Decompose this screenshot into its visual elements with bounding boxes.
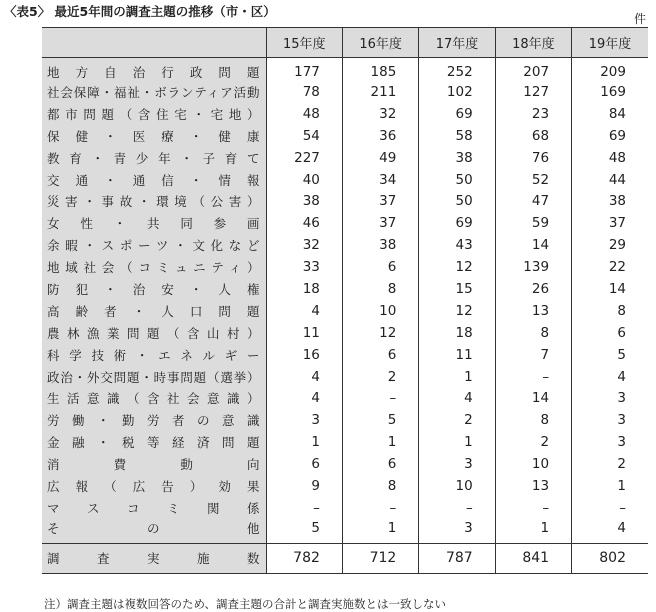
value-cell: 7 xyxy=(495,344,571,366)
value-cell: 2 xyxy=(495,431,571,453)
value-cell: 38 xyxy=(342,234,418,256)
row-label: 女性・共同参画 xyxy=(42,212,266,234)
table-row xyxy=(42,431,648,453)
total-cell: 712 xyxy=(342,543,418,573)
value-cell: 1 xyxy=(572,475,648,497)
value-cell: 37 xyxy=(342,212,418,234)
value-cell: 6 xyxy=(342,344,418,366)
row-label: 交通・通信・情報 xyxy=(42,169,266,191)
table-row xyxy=(42,58,648,82)
value-cell: 38 xyxy=(419,147,495,169)
total-cell: 802 xyxy=(572,543,648,573)
value-cell: 48 xyxy=(572,147,648,169)
value-cell: 3 xyxy=(572,409,648,431)
row-label: その他 xyxy=(42,519,266,544)
value-cell: 139 xyxy=(495,256,571,278)
value-cell: 38 xyxy=(266,190,342,212)
value-cell: 18 xyxy=(266,278,342,300)
total-label: 調査実施数 xyxy=(42,543,266,573)
value-cell: 32 xyxy=(342,103,418,125)
value-cell: 38 xyxy=(572,190,648,212)
value-cell: 43 xyxy=(419,234,495,256)
table-row xyxy=(42,234,648,256)
row-label: 都市問題（含住宅・宅地） xyxy=(42,103,266,125)
value-cell: 8 xyxy=(342,475,418,497)
table-row xyxy=(42,256,648,278)
total-row xyxy=(42,543,648,573)
value-cell: 49 xyxy=(342,147,418,169)
value-cell: 10 xyxy=(495,453,571,475)
table-row xyxy=(42,497,648,519)
value-cell: 29 xyxy=(572,234,648,256)
value-cell: 50 xyxy=(419,169,495,191)
table-row xyxy=(42,190,648,212)
value-cell: 37 xyxy=(572,212,648,234)
table-row xyxy=(42,169,648,191)
value-cell: 18 xyxy=(419,322,495,344)
value-cell: – xyxy=(572,497,648,519)
total-cell: 841 xyxy=(495,543,571,573)
value-cell: 5 xyxy=(342,409,418,431)
value-cell: 2 xyxy=(342,366,418,388)
value-cell: 3 xyxy=(266,409,342,431)
value-cell: 69 xyxy=(572,125,648,147)
row-label: 防犯・治安・人権 xyxy=(42,278,266,300)
value-cell: 8 xyxy=(572,300,648,322)
value-cell: 58 xyxy=(419,125,495,147)
value-cell: 2 xyxy=(572,453,648,475)
value-cell: 48 xyxy=(266,103,342,125)
total-cell: 787 xyxy=(419,543,495,573)
column-header: 18年度 xyxy=(495,28,571,58)
value-cell: 4 xyxy=(266,300,342,322)
column-header: 16年度 xyxy=(342,28,418,58)
value-cell: 40 xyxy=(266,169,342,191)
value-cell: 23 xyxy=(495,103,571,125)
value-cell: 4 xyxy=(572,519,648,544)
value-cell: 5 xyxy=(266,519,342,544)
value-cell: 84 xyxy=(572,103,648,125)
value-cell: 1 xyxy=(495,519,571,544)
value-cell: 1 xyxy=(419,366,495,388)
column-header: 19年度 xyxy=(572,28,648,58)
table-row xyxy=(42,300,648,322)
total-cell: 782 xyxy=(266,543,342,573)
value-cell: 1 xyxy=(266,431,342,453)
row-label: 労働・勤労者の意識 xyxy=(42,409,266,431)
value-cell: 6 xyxy=(342,453,418,475)
row-label: 保健・医療・健康 xyxy=(42,125,266,147)
value-cell: 12 xyxy=(342,322,418,344)
value-cell: 5 xyxy=(572,344,648,366)
row-label: 地域社会（コミュニティ） xyxy=(42,256,266,278)
row-label: 社会保障・福祉・ボランティア活動 xyxy=(42,81,266,103)
row-label: 科学技術・エネルギー xyxy=(42,344,266,366)
value-cell: 13 xyxy=(495,300,571,322)
value-cell: 2 xyxy=(419,409,495,431)
value-cell: 12 xyxy=(419,256,495,278)
value-cell: 3 xyxy=(572,387,648,409)
value-cell: 14 xyxy=(495,234,571,256)
value-cell: 9 xyxy=(266,475,342,497)
value-cell: – xyxy=(342,387,418,409)
value-cell: 3 xyxy=(572,431,648,453)
value-cell: 169 xyxy=(572,81,648,103)
value-cell: 10 xyxy=(342,300,418,322)
value-cell: 8 xyxy=(495,322,571,344)
value-cell: 52 xyxy=(495,169,571,191)
value-cell: 76 xyxy=(495,147,571,169)
row-label: 災害・事故・環境（公害） xyxy=(42,190,266,212)
value-cell: 16 xyxy=(266,344,342,366)
row-label: 農林漁業問題（含山村） xyxy=(42,322,266,344)
value-cell: 177 xyxy=(266,58,342,82)
value-cell: 6 xyxy=(572,322,648,344)
value-cell: 211 xyxy=(342,81,418,103)
value-cell: 185 xyxy=(342,58,418,82)
value-cell: 34 xyxy=(342,169,418,191)
value-cell: 36 xyxy=(342,125,418,147)
table-row xyxy=(42,125,648,147)
table-row xyxy=(42,103,648,125)
value-cell: 4 xyxy=(266,387,342,409)
unit-label: 件 xyxy=(633,12,646,26)
table-row xyxy=(42,278,648,300)
row-label: マスコミ関係 xyxy=(42,497,266,519)
column-header: 15年度 xyxy=(266,28,342,58)
row-label: 金融・税等経済問題 xyxy=(42,431,266,453)
row-label: 教育・青少年・子育て xyxy=(42,147,266,169)
value-cell: 69 xyxy=(419,212,495,234)
value-cell: 8 xyxy=(495,409,571,431)
value-cell: 4 xyxy=(419,387,495,409)
row-label: 地方自治行政問題 xyxy=(42,58,266,82)
value-cell: 1 xyxy=(342,431,418,453)
value-cell: 69 xyxy=(419,103,495,125)
value-cell: 4 xyxy=(572,366,648,388)
row-label: 消費動向 xyxy=(42,453,266,475)
value-cell: 4 xyxy=(266,366,342,388)
table-row xyxy=(42,453,648,475)
value-cell: 8 xyxy=(342,278,418,300)
row-label: 高齢者・人口問題 xyxy=(42,300,266,322)
table-row xyxy=(42,475,648,497)
value-cell: 6 xyxy=(342,256,418,278)
value-cell: 1 xyxy=(342,519,418,544)
value-cell: 15 xyxy=(419,278,495,300)
table-row xyxy=(42,366,648,388)
value-cell: 11 xyxy=(266,322,342,344)
table-row xyxy=(42,409,648,431)
value-cell: 68 xyxy=(495,125,571,147)
value-cell: 14 xyxy=(572,278,648,300)
value-cell: – xyxy=(495,366,571,388)
value-cell: 22 xyxy=(572,256,648,278)
table-row xyxy=(42,387,648,409)
value-cell: 227 xyxy=(266,147,342,169)
table-row xyxy=(42,519,648,544)
header-corner xyxy=(42,28,266,58)
value-cell: 3 xyxy=(419,519,495,544)
value-cell: 50 xyxy=(419,190,495,212)
value-cell: 37 xyxy=(342,190,418,212)
value-cell: 127 xyxy=(495,81,571,103)
value-cell: 12 xyxy=(419,300,495,322)
footnote: 注）調査主題は複数回答のため、調査主題の合計と調査実施数とは一致しない xyxy=(44,597,447,611)
table-row xyxy=(42,322,648,344)
value-cell: 46 xyxy=(266,212,342,234)
value-cell: 14 xyxy=(495,387,571,409)
table-body xyxy=(42,58,648,544)
table-row xyxy=(42,147,648,169)
value-cell: 252 xyxy=(419,58,495,82)
value-cell: 1 xyxy=(419,431,495,453)
value-cell: 54 xyxy=(266,125,342,147)
row-label: 余暇・スポーツ・文化など xyxy=(42,234,266,256)
value-cell: 32 xyxy=(266,234,342,256)
value-cell: 78 xyxy=(266,81,342,103)
value-cell: 59 xyxy=(495,212,571,234)
survey-topics-table xyxy=(42,27,648,574)
table-row xyxy=(42,81,648,103)
value-cell: 47 xyxy=(495,190,571,212)
value-cell: 13 xyxy=(495,475,571,497)
row-label: 広報（広告）効果 xyxy=(42,475,266,497)
header-row xyxy=(42,28,648,58)
value-cell: 3 xyxy=(419,453,495,475)
value-cell: 209 xyxy=(572,58,648,82)
value-cell: 11 xyxy=(419,344,495,366)
value-cell: – xyxy=(266,497,342,519)
value-cell: – xyxy=(495,497,571,519)
value-cell: 26 xyxy=(495,278,571,300)
value-cell: 102 xyxy=(419,81,495,103)
value-cell: – xyxy=(342,497,418,519)
value-cell: 33 xyxy=(266,256,342,278)
value-cell: 10 xyxy=(419,475,495,497)
row-label: 生活意識（含社会意識） xyxy=(42,387,266,409)
value-cell: 6 xyxy=(266,453,342,475)
row-label: 政治・外交問題・時事問題（選挙） xyxy=(42,366,266,388)
value-cell: 207 xyxy=(495,58,571,82)
table-row xyxy=(42,212,648,234)
table-title: 〈表5〉 最近5年間の調査主題の推移（市・区） xyxy=(4,4,276,19)
table-row xyxy=(42,344,648,366)
value-cell: 44 xyxy=(572,169,648,191)
column-header: 17年度 xyxy=(419,28,495,58)
value-cell: – xyxy=(419,497,495,519)
